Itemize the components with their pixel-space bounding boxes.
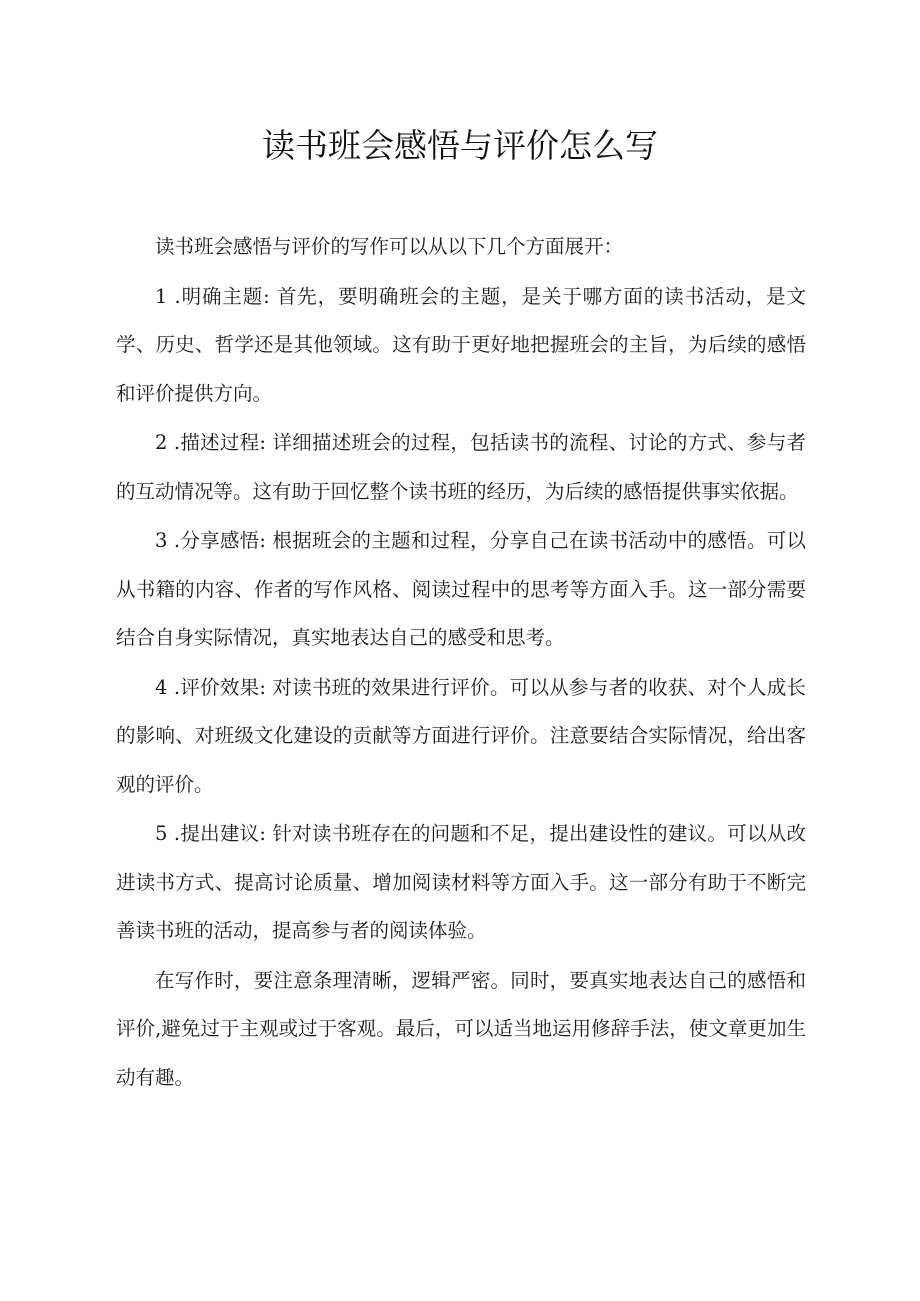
item-heading: .描述过程: xyxy=(173,431,267,454)
item-number: 2 xyxy=(155,431,168,454)
item-text: 首先，要明确班会的主题，是关于哪方面的读书活动，是文学、历史、哲学还是其他领域。这有助于更好地把握班会的主旨，为后续的感悟和评价提供方向。 xyxy=(116,284,807,405)
list-item-5 xyxy=(116,810,806,956)
item-text: 详细描述班会的过程，包括读书的流程、讨论的方式、参与者的互动情况等。这有助于回忆整个读书班的经历，为后续的感悟提供事实依据。 xyxy=(116,431,806,503)
list-item-3 xyxy=(116,517,806,663)
document-title: 读书班会感悟与评价怎么写 xyxy=(262,126,658,165)
document-body xyxy=(116,223,806,1103)
conclusion-paragraph: 在写作时，要注意条理清晰，逻辑严密。同时，要真实地表达自己的感悟和评价,避免过于主观或过于客观。最后，可以适当地运用修辞手法，使文章更加生动有趣。 xyxy=(116,968,806,1089)
item-number: 1 xyxy=(155,284,168,308)
item-text: 根据班会的主题和过程，分享自己在读书活动中的感悟。可以从书籍的内容、作者的写作风格、阅读过程中的思考等方面入手。这一部分需要结合自身实际情况，真实地表达自己的感受和思考。 xyxy=(116,529,806,649)
item-text: 针对读书班存在的问题和不足，提出建设性的建议。可以从改进读书方式、提高讨论质量、增加阅读材料等方面入手。这一部分有助于不断完善读书班的活动，提高参与者的阅读体验。 xyxy=(116,822,806,942)
item-heading: .明确主题: xyxy=(174,284,270,308)
list-item-1 xyxy=(116,273,806,419)
list-item-4 xyxy=(116,664,806,810)
intro-paragraph: 读书班会感悟与评价的写作可以从以下几个方面展开： xyxy=(155,235,624,258)
item-number: 3 xyxy=(155,529,168,552)
item-text: 对读书班的效果进行评价。可以从参与者的收获、对个人成长的影响、对班级文化建设的贡献等方面进行评价。注意要结合实际情况，给出客观的评价。 xyxy=(116,675,806,796)
item-heading: .分享感悟: xyxy=(173,529,267,552)
item-number: 4 xyxy=(155,675,168,699)
item-heading: .评价效果: xyxy=(173,675,267,699)
list-item-2 xyxy=(116,419,806,516)
item-heading: .提出建议: xyxy=(173,822,267,845)
item-number: 5 xyxy=(155,822,168,845)
